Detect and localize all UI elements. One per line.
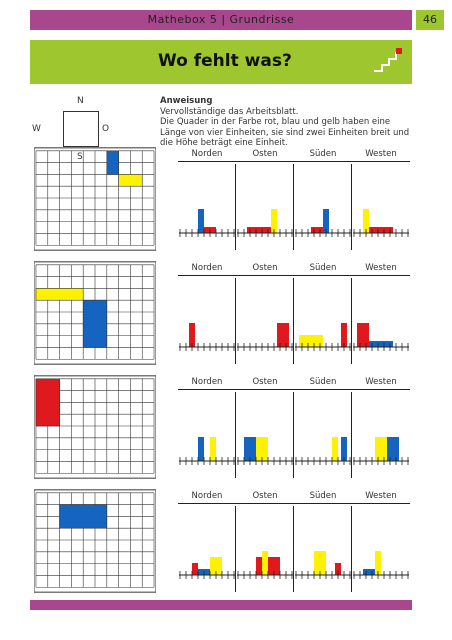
views-divider <box>178 389 410 390</box>
view-separator <box>293 392 294 478</box>
blue-block <box>198 437 204 461</box>
view-separator <box>293 506 294 592</box>
blue-block <box>369 341 393 347</box>
view-label-3: Westen <box>365 149 397 159</box>
view-drawing-norden <box>179 280 235 364</box>
view-label-2: Süden <box>309 149 337 159</box>
view-drawing-süden <box>295 166 351 250</box>
stairs-icon <box>372 47 404 75</box>
exercise-section-1 <box>30 146 412 252</box>
yellow-block <box>299 335 323 347</box>
yellow-block <box>332 437 338 461</box>
blue-block <box>107 151 119 175</box>
blue-block <box>387 437 399 461</box>
view-separator <box>293 164 294 250</box>
yellow-block <box>375 437 387 461</box>
view-drawing-norden <box>179 508 235 592</box>
blue-block <box>198 209 204 233</box>
view-label-2: Süden <box>309 263 337 273</box>
view-separator <box>235 392 236 478</box>
view-separator <box>235 506 236 592</box>
instructions-title: Anweisung <box>160 96 213 106</box>
compass-east: O <box>102 124 110 134</box>
view-label-3: Westen <box>365 377 397 387</box>
page-number: 46 <box>416 10 444 30</box>
views-panel <box>178 488 410 594</box>
views-divider <box>178 275 410 276</box>
view-drawing-osten <box>237 166 293 250</box>
blue-block <box>83 300 107 347</box>
header-bar <box>30 10 412 30</box>
title-banner <box>30 40 412 84</box>
views-panel <box>178 260 410 366</box>
red-block <box>277 323 289 347</box>
view-drawing-osten <box>237 280 293 364</box>
view-label-2: Süden <box>309 377 337 387</box>
yellow-block <box>210 437 216 461</box>
view-separator <box>351 278 352 364</box>
exercise-section-2 <box>30 260 412 366</box>
red-block <box>311 227 323 233</box>
compass-south: S <box>77 152 83 162</box>
view-separator <box>351 506 352 592</box>
instructions <box>160 96 410 149</box>
blue-block <box>363 569 375 575</box>
view-label-1: Osten <box>252 263 278 273</box>
view-separator <box>235 278 236 364</box>
floor-plan-grid <box>34 146 156 252</box>
view-separator <box>235 164 236 250</box>
compass-west: W <box>32 124 41 134</box>
view-drawing-norden <box>179 394 235 478</box>
view-label-0: Norden <box>191 149 223 159</box>
view-separator <box>293 278 294 364</box>
blue-block <box>60 505 107 529</box>
floor-plan-grid <box>34 374 156 480</box>
view-label-0: Norden <box>191 491 223 501</box>
view-label-1: Osten <box>252 491 278 501</box>
view-label-3: Westen <box>365 491 397 501</box>
view-drawing-osten <box>237 394 293 478</box>
view-label-1: Osten <box>252 149 278 159</box>
compass-north: N <box>77 96 84 106</box>
red-block <box>36 379 60 426</box>
view-drawing-norden <box>179 166 235 250</box>
view-label-0: Norden <box>191 263 223 273</box>
view-drawing-westen <box>353 280 409 364</box>
header-title: Mathebox 5 | Grundrisse <box>147 13 295 26</box>
exercise-section-3 <box>30 374 412 480</box>
view-drawing-süden <box>295 394 351 478</box>
view-drawing-westen <box>353 508 409 592</box>
views-panel <box>178 146 410 252</box>
yellow-block <box>119 174 143 186</box>
views-divider <box>178 503 410 504</box>
view-drawing-westen <box>353 394 409 478</box>
view-drawing-süden <box>295 508 351 592</box>
views-panel <box>178 374 410 480</box>
views-divider <box>178 161 410 162</box>
red-block <box>247 227 271 233</box>
view-label-1: Osten <box>252 377 278 387</box>
view-drawing-süden <box>295 280 351 364</box>
yellow-block <box>262 551 268 575</box>
yellow-block <box>36 288 83 300</box>
floor-plan-grid <box>34 488 156 594</box>
red-block <box>357 323 369 347</box>
exercise-section-4 <box>30 488 412 594</box>
view-separator <box>351 164 352 250</box>
view-label-0: Norden <box>191 377 223 387</box>
view-label-2: Süden <box>309 491 337 501</box>
view-label-3: Westen <box>365 263 397 273</box>
instructions-line-2: Die Quader in der Farbe rot, blau und gelb haben eine Länge von vier Einheiten, sie sind zwei Einheiten breit und die Höhe beträgt eine Einheit. <box>160 117 410 148</box>
view-drawing-osten <box>237 508 293 592</box>
page-title: Wo fehlt was? <box>158 51 292 71</box>
instructions-line-1: Vervollständige das Arbeitsblatt. <box>160 106 299 117</box>
red-block <box>192 563 198 575</box>
view-separator <box>351 392 352 478</box>
view-drawing-westen <box>353 166 409 250</box>
floor-plan-grid <box>34 260 156 366</box>
footer-bar <box>30 600 412 610</box>
compass-square <box>63 111 99 147</box>
red-block <box>369 227 393 233</box>
